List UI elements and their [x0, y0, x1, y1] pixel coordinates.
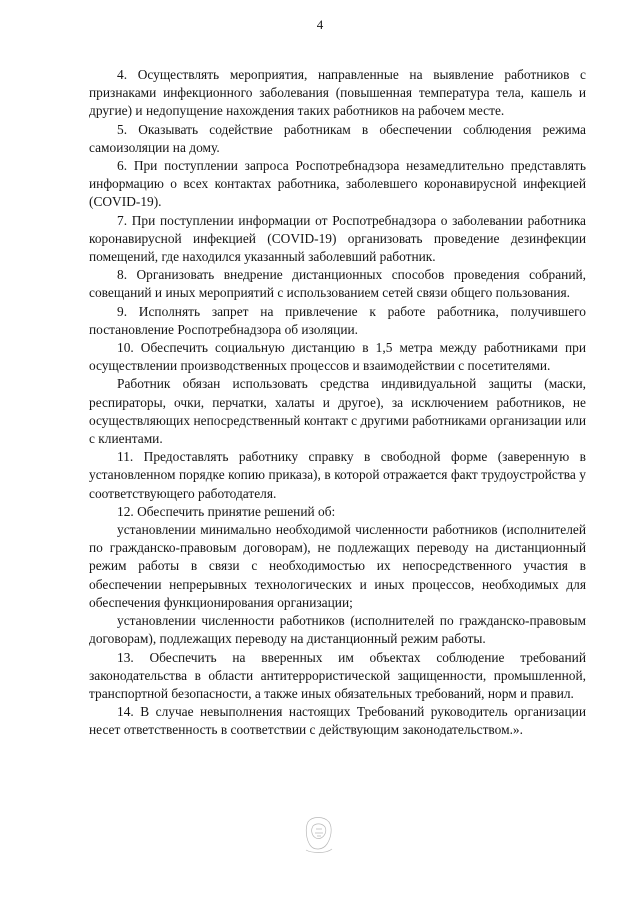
- paragraph-6: 6. При поступлении запроса Роспотребнадзора незамедлительно представлять информацию о всех контактах работника, заболевшего коронавирусной инфекцией (COVID-19).: [89, 158, 586, 210]
- paragraph-12-item-2: установлении численности работников (исполнителей по гражданско-правовым договорам), подлежащих переводу на дистанционный режим работы.: [89, 613, 586, 647]
- paragraph-14: 14. В случае невыполнения настоящих Требований руководитель организации несет ответственность в соответствии с действующим законодательством.».: [89, 704, 586, 738]
- paragraph-11: 11. Предоставлять работнику справку в свободной форме (заверенную в установленном порядке копию приказа), в которой отражается факт трудоустройства у соответствующего работодателя.: [89, 449, 586, 501]
- paragraph-5: 5. Оказывать содействие работникам в обеспечении соблюдения режима самоизоляции на дому.: [89, 121, 586, 155]
- page-number: 4: [316, 17, 324, 32]
- paragraph-13: 13. Обеспечить на вверенных им объектах соблюдение требований законодательства в области антитеррористической защищенности, промышленной, транспортной безопасности, а также иных обязательных требований, норм и правил.: [89, 649, 586, 701]
- paragraph-12: 12. Обеспечить принятие решений об:: [117, 503, 336, 519]
- document-body: [89, 66, 586, 740]
- seal-mark-icon: [302, 814, 336, 856]
- paragraph-8: 8. Организовать внедрение дистанционных способов проведения собраний, совещаний и иных мероприятий с использованием сетей связи общего пользования.: [89, 267, 586, 301]
- paragraph-10-note: Работник обязан использовать средства индивидуальной защиты (маски, респираторы, очки, перчатки, халаты и другое), за исключением работников, не осуществляющих непосредственный контакт с другими работниками организации или с клиентами.: [89, 376, 586, 447]
- paragraph-12-item-1: установлении минимально необходимой численности работников (исполнителей по гражданско-правовым договорам), не подлежащих переводу на дистанционный режим работы в связи с необходимостью их непосредственного участия в обеспечении непрерывных технологических и иных процессов, необходимых для обеспечения функционирования организации;: [89, 522, 586, 610]
- paragraph-9: 9. Исполнять запрет на привлечение к работе работника, получившего постановление Роспотребнадзора об изоляции.: [89, 303, 586, 337]
- paragraph-7: 7. При поступлении информации от Роспотребнадзора о заболевании работника коронавирусной инфекцией (COVID-19) организовать проведение дезинфекции помещений, где находился указанный заболевший работник.: [89, 212, 586, 265]
- paragraph-4: 4. Осуществлять мероприятия, направленные на выявление работников с признаками инфекционного заболевания (повышенная температура тела, кашель и другие) и недопущение нахождения таких работников на рабочем месте.: [89, 67, 586, 119]
- paragraph-10: 10. Обеспечить социальную дистанцию в 1,5 метра между работниками при осуществлении производственных процессов и взаимодействии с посетителями.: [89, 340, 586, 374]
